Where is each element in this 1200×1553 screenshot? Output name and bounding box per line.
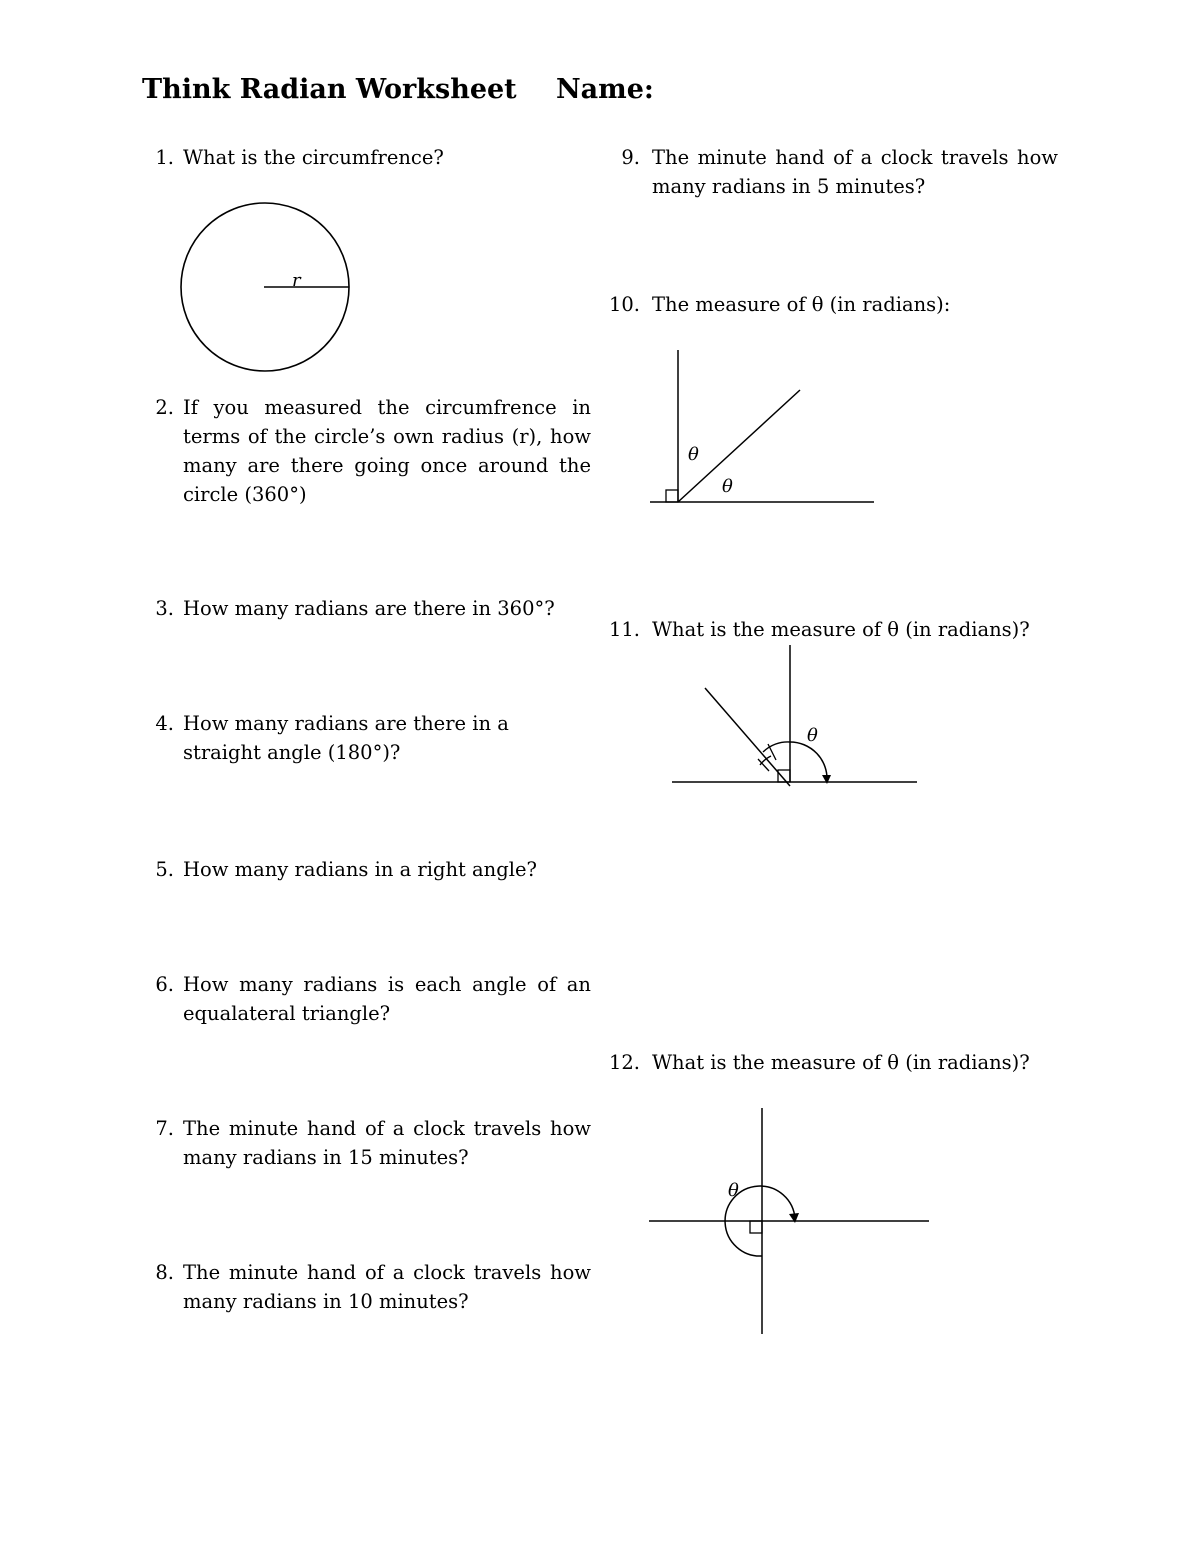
figure-11-obtuse-angle xyxy=(665,640,925,795)
theta-label-lower: θ xyxy=(722,476,733,497)
question-text: How many radians in a right angle? xyxy=(183,858,537,881)
theta-arc xyxy=(790,742,827,781)
question-text: How many radians are there in 360°? xyxy=(183,597,555,620)
question-text: How many radians is each angle of an equalateral triangle? xyxy=(183,973,591,1025)
question-number: 11. xyxy=(608,618,640,641)
circle-figure xyxy=(170,195,370,385)
question-number: 6. xyxy=(155,973,174,996)
question-number: 1. xyxy=(155,146,174,169)
worksheet-title: Think Radian Worksheet xyxy=(142,74,517,105)
question-text: The measure of θ (in radians): xyxy=(652,293,951,316)
right-angle-marker xyxy=(750,1221,762,1233)
question-number: 5. xyxy=(155,858,174,881)
question-number: 8. xyxy=(155,1261,174,1284)
question-text: What is the measure of θ (in radians)? xyxy=(652,1051,1030,1074)
figure-12-reflex-angle xyxy=(640,1100,940,1340)
figure-10-complementary-angles xyxy=(640,340,890,515)
diagonal-ray xyxy=(705,688,790,786)
question-number: 3. xyxy=(155,597,174,620)
theta-label: θ xyxy=(807,725,818,746)
question-number: 4. xyxy=(155,712,174,735)
question-text: What is the circumfrence? xyxy=(183,146,444,169)
question-number: 7. xyxy=(155,1117,174,1140)
question-number: 10. xyxy=(608,293,640,316)
question-text: How many radians are there in a straight angle (180°)? xyxy=(183,712,509,764)
question-text: If you measured the circumfrence in terms of the circle’s own radius (r), how many are there going once around the circle (360°) xyxy=(183,396,591,506)
right-angle-marker xyxy=(666,490,678,502)
question-text: The minute hand of a clock travels how many radians in 15 minutes? xyxy=(183,1117,591,1169)
name-label: Name: xyxy=(556,74,654,105)
radius-label: r xyxy=(292,270,301,291)
question-number: 2. xyxy=(155,396,174,419)
question-text: The minute hand of a clock travels how many radians in 10 minutes? xyxy=(183,1261,591,1313)
question-text: The minute hand of a clock travels how many radians in 5 minutes? xyxy=(652,146,1058,198)
theta-label-upper: θ xyxy=(688,444,699,465)
question-number: 9. xyxy=(621,146,640,169)
theta-label: θ xyxy=(728,1180,739,1201)
question-number: 12. xyxy=(608,1051,640,1074)
question-text: What is the measure of θ (in radians)? xyxy=(652,618,1030,641)
congruent-arc-1 xyxy=(763,742,790,752)
